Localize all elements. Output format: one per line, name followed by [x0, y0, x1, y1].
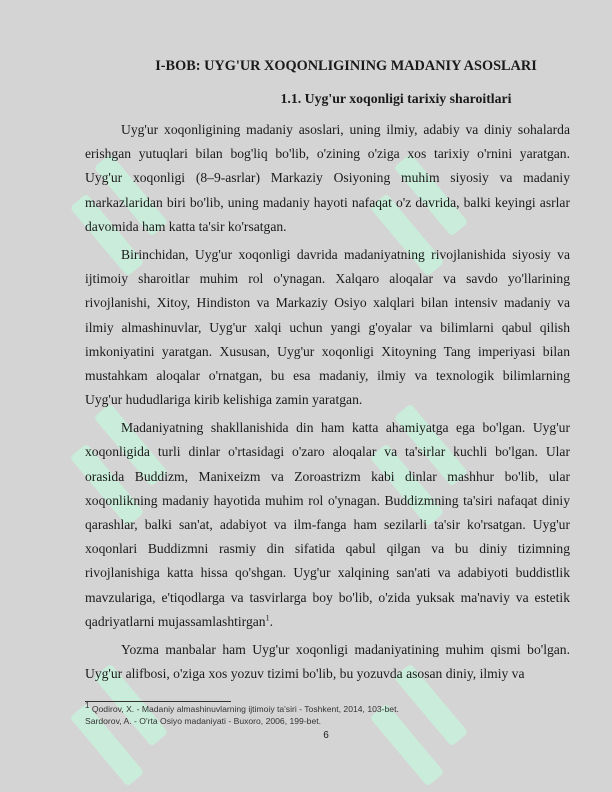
- line-text: qadriyatlarni mujassamlashtirgan: [85, 613, 266, 629]
- chapter-title: I-BOB: UYG'UR XOQONLIGINING MADANIY ASOSLARI: [155, 58, 537, 74]
- text-line: xoqonlari Buddizmni rasmiy din sifatida qabul qilgan va bu diniy tizimning: [85, 541, 570, 557]
- footnote-marker: 1: [85, 701, 90, 711]
- footnote-ref[interactable]: 1: [265, 613, 270, 623]
- paragraph: [85, 118, 570, 239]
- text-line: ijtimoiy sharoitlar muhim rol o'ynagan. Xalqaro aloqalar va savdo yo'llarining: [85, 271, 570, 287]
- footnote-2: [85, 716, 321, 726]
- text-line: Uyg'ur hududlariga kirib kelishiga zamin yaratgan.: [85, 392, 363, 408]
- footnote-1: [85, 701, 399, 714]
- footnote-text: Sardorov, A. - O'rta Osiyo madaniyati - Buxoro, 2006, 199-bet.: [85, 716, 322, 726]
- text-line: qadriyatlarni mujassamlashtirgan$^1$.: [85, 613, 273, 629]
- footnote-separator: [85, 701, 231, 702]
- section-title: 1.1. Uyg'ur xoqonligi tarixiy sharoitlari: [280, 91, 512, 106]
- text-line: davomida ham katta ta'sir ko'rsatgan.: [85, 218, 287, 234]
- text-line: ilmiy almashinuvlar, Uyg'ur xalqi uchun yangi g'oyalar va bilimlarni qabul qilish: [85, 319, 570, 335]
- text-line: Birinchidan, Uyg'ur xoqonligi davrida madaniyatning rivojlanishida siyosiy va: [121, 246, 570, 262]
- text-line: orasida Buddizm, Manixeizm va Zoroastrizm kabi dinlar mashhur bo'lib, ular: [85, 468, 570, 484]
- text-line: mavzulariga, e'tiqodlarga va tasvirlarga boy bo'lib, o'zida yuksak ma'naviy va estetik: [85, 589, 570, 605]
- text-line: erishgan yutuqlari bilan bog'liq bo'lib, o'zining o'ziga xos tarixiy o'rnini yaratgan.: [85, 146, 570, 162]
- text-line: mustahkam aloqalar o'rnatgan, bu esa madaniy, ilmiy va texnologik bilimlarning: [85, 367, 570, 383]
- paragraph: [85, 243, 570, 412]
- text-line: rivojlanishiga katta hissa qo'shgan. Uyg'ur xalqining san'ati va adabiyoti buddistlik: [85, 565, 570, 581]
- page-number: 6: [323, 730, 329, 741]
- text-line: Madaniyatning shakllanishida din ham katta ahamiyatga ega bo'lgan. Uyg'ur: [121, 420, 570, 436]
- paragraph: [85, 416, 570, 634]
- text-line: qarashlar, balki san'at, adabiyot va ilm-fanga ham sezilarli ta'sir ko'rsatgan. Uyg'ur: [85, 517, 570, 532]
- text-line: xoqonligida turli dinlar o'rtasidagi o'zaro aloqalar va ta'sirlar kuchli bo'lgan. Ular: [85, 444, 570, 460]
- text-line: xoqonlikning madaniy hayotida muhim rol o'ynagan. Buddizmning ta'siri nafaqat diniy: [85, 492, 570, 508]
- text-line: imkoniyatini yaratgan. Xususan, Uyg'ur xoqonligi Xitoyning Tang imperiyasi bilan: [85, 343, 570, 359]
- text-line: Yozma manbalar ham Uyg'ur xoqonligi madaniyatining muhim qismi bo'lgan.: [121, 641, 570, 657]
- body-text: [85, 118, 570, 690]
- paragraph: [85, 638, 570, 686]
- text-line: Uyg'ur xoqonligining madaniy asoslari, uning ilmiy, adabiy va diniy sohalarda: [121, 122, 570, 137]
- text-line: rivojlanishi, Xitoy, Hindiston va Markaziy Osiyo xalqlari bilan intensiv madaniy va: [85, 295, 570, 311]
- footnote-text: Qodirov, X. - Madaniy almashinuvlarning ijtimoiy ta'siri - Toshkent, 2014, 103-bet.: [91, 704, 399, 714]
- text-line: Uyg'ur xoqonligi (8–9-asrlar) Markaziy Osiyoning muhim siyosiy va madaniy: [85, 170, 570, 186]
- text-line: markazlaridan biri bo'lib, uning madaniy hayoti nafaqat o'z davrida, balki keyingi asrlar: [85, 194, 570, 210]
- text-line: Uyg'ur alifbosi, o'ziga xos yozuv tizimi bo'lib, bu yozuvda asosan diniy, ilmiy va: [85, 666, 525, 682]
